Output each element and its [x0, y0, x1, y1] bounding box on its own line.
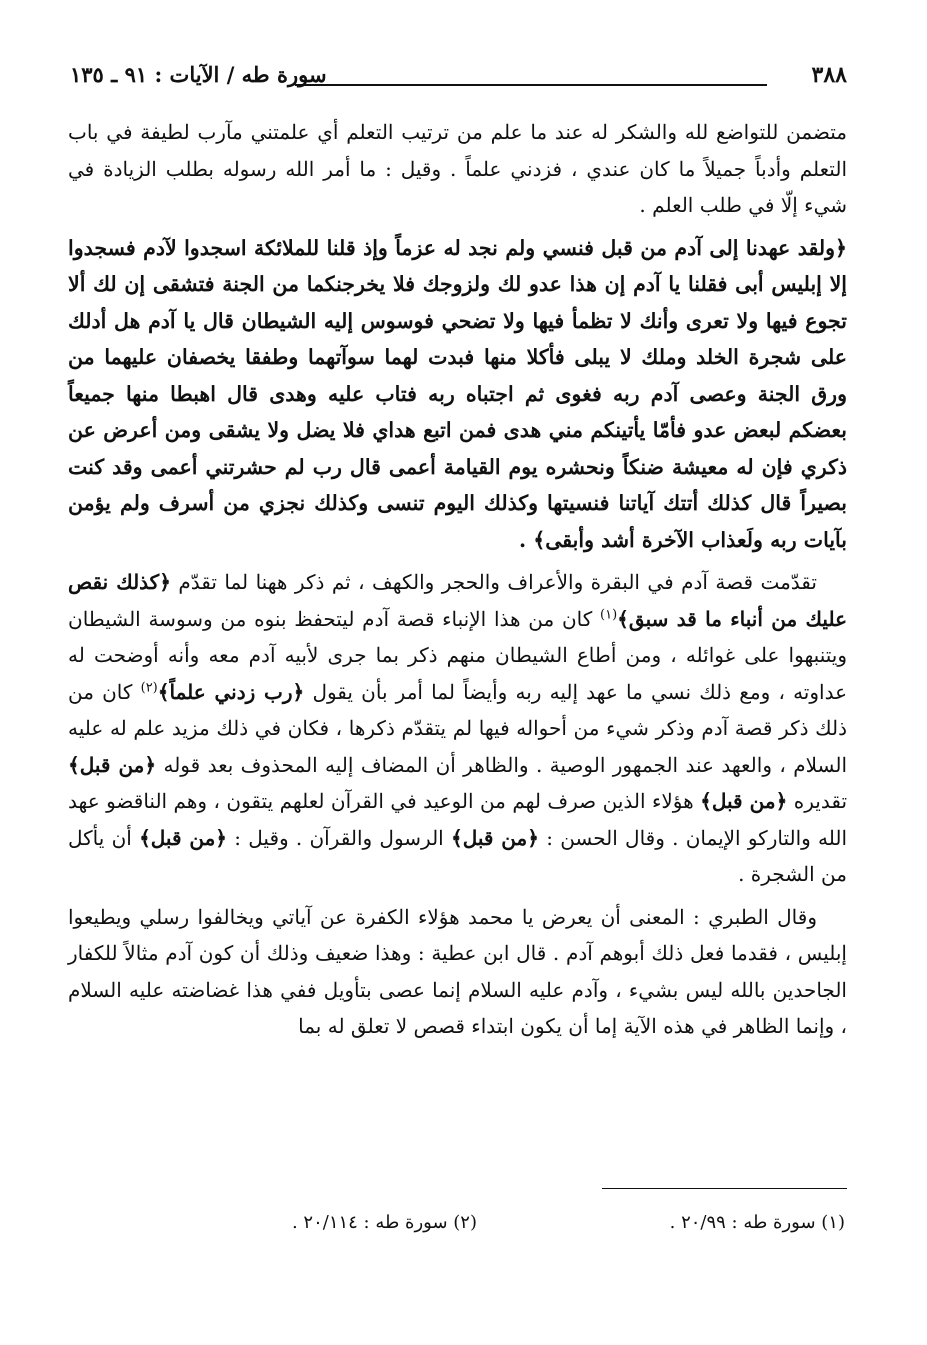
- paragraph-commentary: [68, 564, 847, 893]
- text-segment: تقديره: [793, 789, 848, 813]
- quran-quote: ﴿من قبل﴾: [451, 825, 539, 850]
- page-header: [70, 62, 847, 98]
- quran-verses: ﴿ولقد عهدنا إلى آدم من قبل فنسي ولم نجد له عزماً وإذ قلنا للملائكة اسجدوا لآدم فسجدوا إلا إبليس أبى فقلنا يا آدم إن هذا عدو لك ولزوجك فلا يخرجنكما من الجنة فتشقى إن لك ألا تجوع فيها ولا تعرى وأنك لا تظمأ فيها ولا تضحي فوسوس إليه الشيطان قال يا آدم هل أدلك على شجرة الخلد وملك لا يبلى فأكلا منها فبدت لهما سوآتهما وطفقا يخصفان عليهما من ورق الجنة وعصى آدم ربه فغوى ثم اجتباه ربه فتاب عليه وهدى قال اهبطا منها جميعاً بعضكم لبعض عدو فأمّا يأتينكم مني هدى فمن اتبع هداي فلا يضل ولا يشقى ومن أعرض عن ذكري فإن له معيشة ضنكاً ونحشره يوم القيامة أعمى قال رب لم حشرتني أعمى وقد كنت بصيراً قال كذلك أتتك آياتنا فنسيتها وكذلك اليوم تنسى وكذلك نجزي من أسرف ولم يؤمن بآيات ربه ولَعذاب الآخرة أشد وأبقى﴾ .: [68, 235, 847, 552]
- page-number: ٣٨٨: [811, 62, 847, 88]
- footnote-separator: [602, 1188, 847, 1189]
- footnote-1: (١) سورة طه : ٢٠/٩٩ .: [669, 1212, 845, 1233]
- footnote-ref-2[interactable]: (٢): [140, 679, 158, 695]
- footnote-2: (٢) سورة طه : ٢٠/١١٤ .: [291, 1212, 477, 1233]
- text-segment: كان من هذا الإنباء قصة آدم ليتحفظ بنوه من وسوسة الشيطان ويتنبهوا على غوائله ، ومن أطاع الشيطان منهم ذكر بما جرى لأبيه آدم معه وأنه أوضحت له عداوته ، ومع ذلك نسي ما عهد إليه ربه وأيضاً لما أمر بأن يقول: [68, 606, 848, 704]
- text-segment: الرسول والقرآن . وقيل :: [234, 825, 444, 850]
- text-segment: تقدّمت قصة آدم في البقرة والأعراف والحجر والكهف ، ثم ذكر ههنا لما تقدّم: [178, 570, 817, 594]
- footnote-ref-1[interactable]: (١): [600, 606, 618, 622]
- quran-quote: ﴿كذلك نقص عليك من أنباء ما قد سبق﴾: [68, 570, 848, 631]
- page-body: [68, 114, 847, 1045]
- quran-quote: ﴿من قبل﴾: [700, 789, 788, 813]
- running-title: سورة طه / الآيات : ٩١ ـ ١٣٥: [70, 62, 327, 87]
- text-segment: كان من ذلك ذكر قصة آدم وذكر شيء من أحواله فيها لم يتقدّم ذكرها ، فكان في ذلك مزيد علم له عليه السلام ، والعهد عند الجمهور الوصية . والظاهر أن المضاف إليه المحذوف بعد قوله: [68, 679, 847, 777]
- paragraph-intro: متضمن للتواضع لله والشكر له عند ما علم من ترتيب التعلم أي علمتني مآرب لطيفة في باب التعلم وأدباً جميلاً ما كان عندي ، فزدني علماً . وقيل : ما أمر الله رسوله بطلب الزيادة في شيء إلّا في طلب العلم .: [68, 120, 847, 217]
- quran-quote: ﴿من قبل﴾: [68, 752, 157, 777]
- paragraph-tabari: وقال الطبري : المعنى أن يعرض يا محمد هؤلاء الكفرة عن آياتي ويخالفوا رسلي ويطيعوا إبليس ، فقدما فعل ذلك أبوهم آدم . قال ابن عطية : وهذا ضعيف وذلك أن كون آدم مثالاً للكفار الجاحدين بالله ليس بشيء ، وآدم عليه السلام إنما عصى بتأويل ففي هذا غضاضته عليه السلام ، وإنما الظاهر في هذه الآية إما أن يكون ابتداء قصص لا تعلق له بما: [68, 904, 847, 1038]
- quran-quote: ﴿رب زدني علماً﴾: [157, 679, 305, 704]
- text-segment: أن يأكل من الشجرة .: [68, 825, 847, 886]
- header-rule: [295, 84, 767, 86]
- text-segment: هؤلاء الذين صرف لهم من الوعيد في القرآن لعلهم يتقون ، وهم الناقضو عهد الله والتاركو الإيمان . وقال الحسن :: [68, 789, 848, 850]
- quran-quote: ﴿من قبل﴾: [139, 825, 228, 850]
